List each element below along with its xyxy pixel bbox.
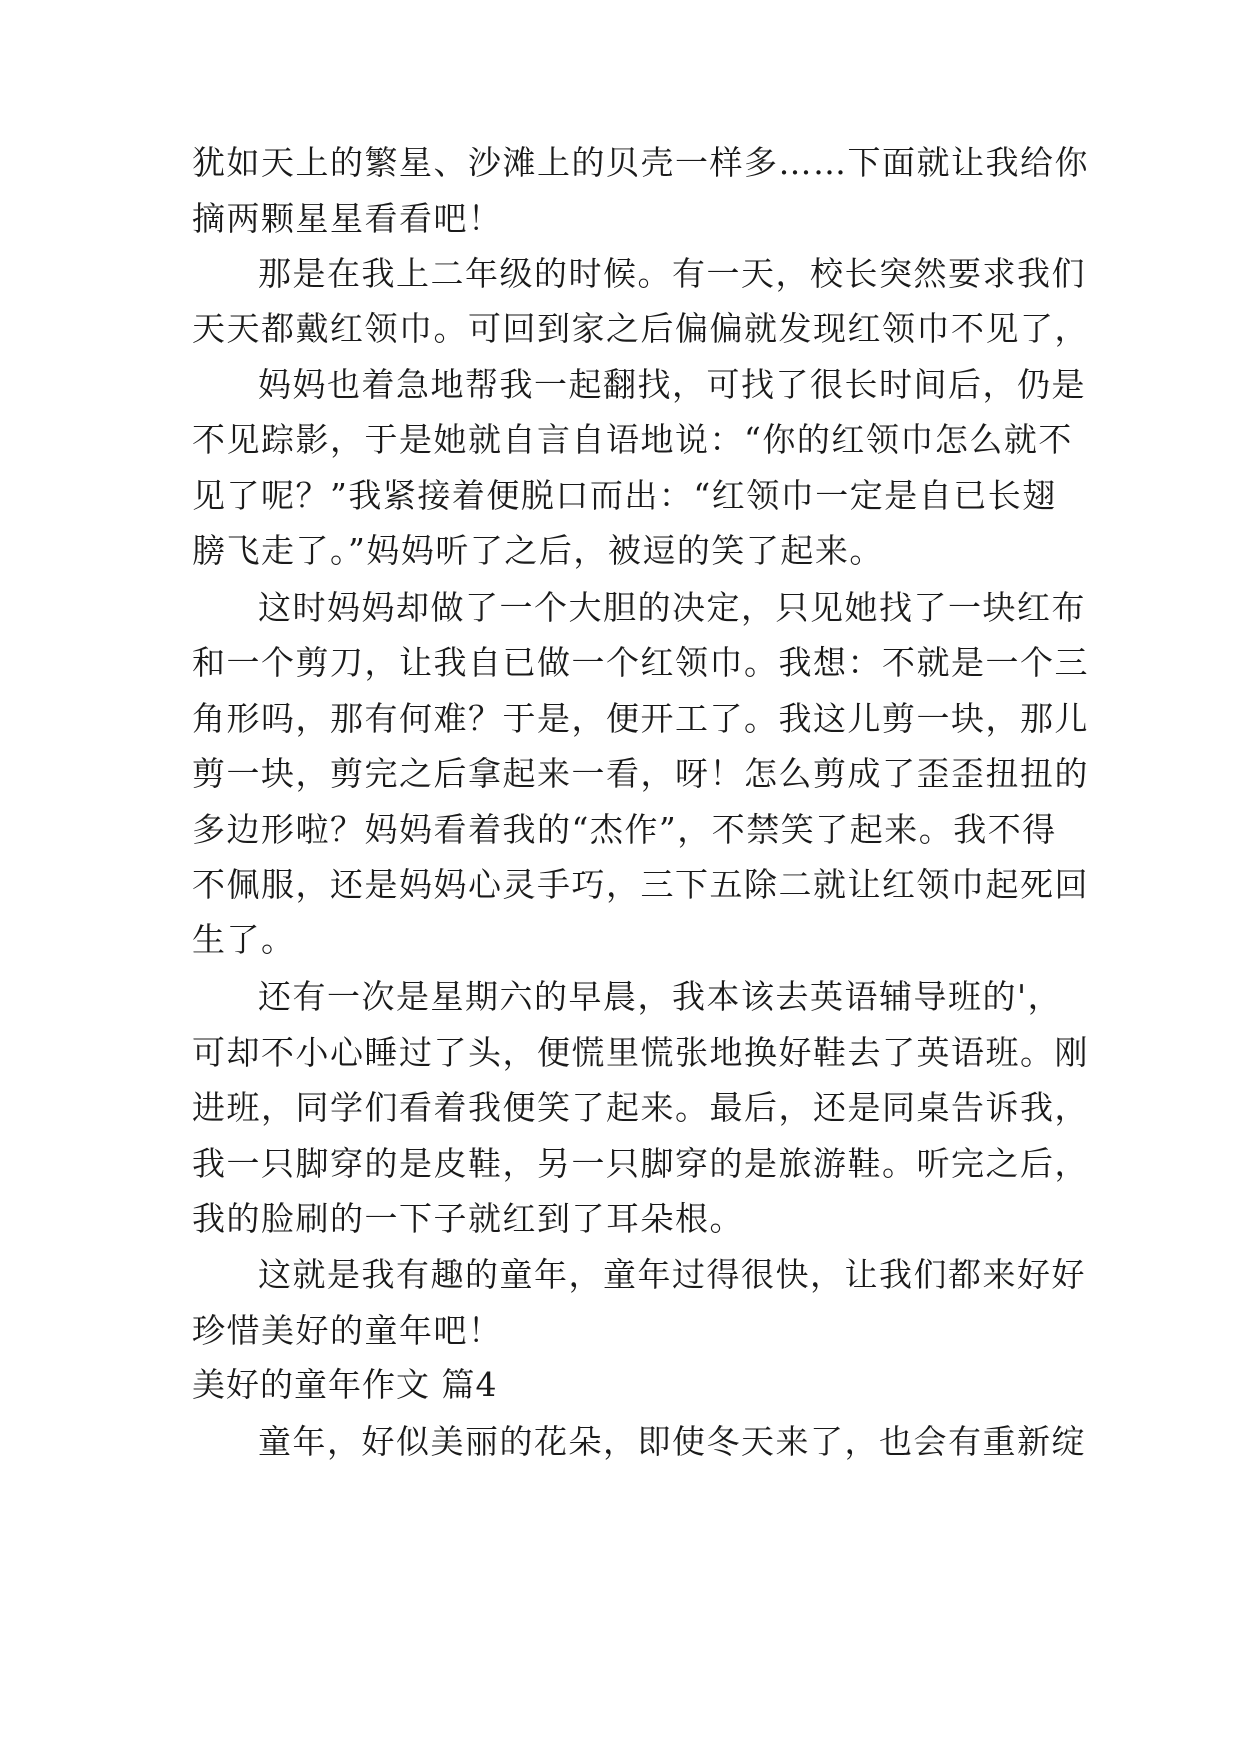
- paragraph-line: 那是在我上二年级的时候。有一天，校长突然要求我们: [258, 254, 1086, 293]
- paragraph-line: 童年，好似美丽的花朵，即使冬天来了，也会有重新绽: [258, 1422, 1086, 1461]
- paragraph-line: 进班，同学们看着我便笑了起来。最后，还是同桌告诉我，: [192, 1088, 1089, 1127]
- paragraph-line: 见了呢？”我紧接着便脱口而出：“红领巾一定是自已长翅: [192, 476, 1057, 515]
- paragraph-line: 和一个剪刀，让我自已做一个红领巾。我想：不就是一个三: [192, 643, 1089, 682]
- paragraph-line: 这就是我有趣的童年，童年过得很快，让我们都来好好: [258, 1255, 1086, 1294]
- section-heading: 美好的童年作文 篇4: [192, 1365, 498, 1404]
- paragraph-line: 生了。: [192, 920, 296, 959]
- paragraph-line: 不见踪影，于是她就自言自语地说：“你的红领巾怎么就不: [192, 420, 1073, 459]
- paragraph-line: 摘两颗星星看看吧！: [192, 199, 503, 238]
- paragraph-line: 不佩服，还是妈妈心灵手巧，三下五除二就让红领巾起死回: [192, 865, 1089, 904]
- paragraph-line: 多边形啦？妈妈看着我的“杰作”，不禁笑了起来。我不得: [192, 810, 1057, 849]
- paragraph-line: 可却不小心睡过了头，便慌里慌张地换好鞋去了英语班。刚: [192, 1033, 1089, 1072]
- paragraph-line: 角形吗，那有何难？于是，便开工了。我这儿剪一块，那儿: [192, 699, 1089, 738]
- paragraph-line: 珍惜美好的童年吧！: [192, 1311, 503, 1350]
- paragraph-line: 剪一块，剪完之后拿起来一看，呀！怎么剪成了歪歪扭扭的: [192, 754, 1089, 793]
- paragraph-line: 这时妈妈却做了一个大胆的决定，只见她找了一块红布: [258, 588, 1086, 627]
- paragraph-line: 犹如天上的繁星、沙滩上的贝壳一样多……下面就让我给你: [192, 143, 1089, 182]
- paragraph-line: 天天都戴红领巾。可回到家之后偏偏就发现红领巾不见了，: [192, 309, 1089, 348]
- paragraph-line: 我的脸刷的一下子就红到了耳朵根。: [192, 1199, 744, 1238]
- paragraph-line: 还有一次是星期六的早晨，我本该去英语辅导班的'，: [258, 977, 1063, 1016]
- paragraph-line: 膀飞走了。”妈妈听了之后，被逗的笑了起来。: [192, 531, 884, 570]
- paragraph-line: 我一只脚穿的是皮鞋，另一只脚穿的是旅游鞋。听完之后，: [192, 1144, 1089, 1183]
- paragraph-line: 妈妈也着急地帮我一起翻找，可找了很长时间后，仍是: [258, 365, 1086, 404]
